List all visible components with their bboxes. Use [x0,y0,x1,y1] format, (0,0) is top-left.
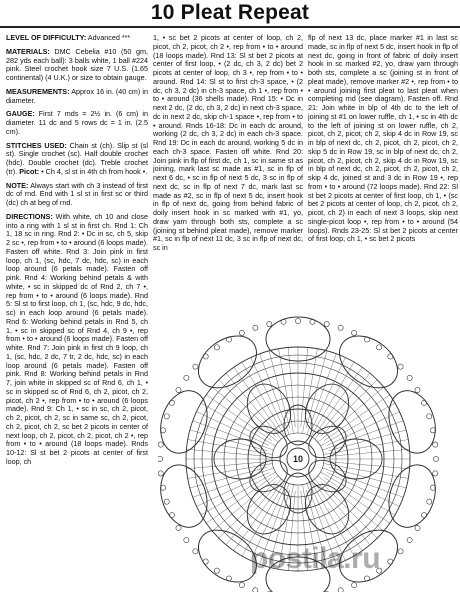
level-value: Advanced *** [86,34,131,42]
stitch-line [288,347,295,427]
stitch-line [188,440,273,455]
picot-label: Picot: [19,166,40,176]
title-bar [0,0,460,28]
picot-loop [253,325,258,330]
stitch-line [321,482,378,539]
center-label: 10 [292,454,304,464]
column-1 [6,34,148,590]
picot-loop [407,375,412,380]
picot-loop [415,387,420,392]
picot-loop [226,576,231,581]
directions-paragraph [6,213,148,467]
watermark: postila.ru [250,542,381,575]
picot-loop [364,337,369,342]
picot-loop [176,525,181,530]
level-label: LEVEL OF DIFFICULTY: [6,34,87,42]
stitch-line [324,440,409,455]
picot-loop [239,330,244,335]
stitch-line [311,362,354,436]
picot-loop [176,387,181,392]
stitch-line [188,464,273,479]
stitch-line [242,362,285,436]
materials-label: MATERIALS: [6,46,50,56]
picot-loop [239,582,244,587]
stitches-text: Chain st (ch). Slip st (sl st). Single crochet (sc). Half double crochet (hdc). Double crochet (dc). Treble crochet (tr). [6,140,148,176]
stitch-line [219,482,276,539]
gauge-text: First 7 mds = 2½ in. (6 cm) in diameter. 11 dc and 5 rows dc = 1 in. (2.5 cm). [6,109,148,136]
picot-loop [193,549,198,554]
picot-loop [226,337,231,342]
picot-loop [253,588,258,592]
picot-loop [421,400,426,405]
picot-loop [184,375,189,380]
picot-loop [427,499,432,504]
picot-loop [310,319,315,324]
measurements-label: MEASUREMENTS: [6,86,70,96]
stitch-line [301,347,308,427]
measurements-paragraph [6,88,148,106]
directions-text: With white, ch 10 and close into a ring with 1 sl st in first ch. Rnd 1: Ch 1, 18 sc in ring. Rnd 2: • Dc in sc, ch 5, skip 2 sc •, rep from • to • around (6 loops made). Fasten off white. Rnd 3: Join pink in first loop, ch 1, (sc, hdc, 7 dc, hdc, sc) in each loop around (6 petals made). Fasten off pink. Rnd 4: Working behind petals & with white, • sc in skipped dc of Rnd 2, ch 7 •, rep from • to • around (6 loops made). Rnd 5: Sl st to first loop, ch 1, (sc, hdc, 9 dc, hdc, sc) in each loop around (6 petals made). Rnd 6: Working behind petals in Rnd 5, ch 1, • sc in skipped sc of Rnd 4, ch 9 •, rep from • to • around (6 loops made). Fasten off white. Rnd 7: Join pink in first ch 9 loop, ch 1, (sc, hdc, 2 dc, 7 tr, 2 dc, hdc, sc) in each loop around (6 petals made). Fasten off pink. Rnd 8: Working behind petals in Rnd 7, join white in skipped sc of Rnd 6, ch 1, • sc in skipped sc of Rnd 6, ch 2, picot, ch 2, picot, ch 2 •, rep from • to • around (6 loops made). Rnd 9: Ch 1, • sc in sc, ch 2, picot, ch 2, picot, ch 2, sc in same sc, ch 2, picot, ch 2, picot, ch 2, sc bet 2 picots in center of next loop, ch 2, picot, ch 2, picot, ch 2 •, rep from • to • around (18 loops made). Rnds 10-12: Sl st bet 2 picots at center of first loop, ch [6,211,148,466]
measurements-text: Approx 16 in. (40 cm) in diameter. [6,86,148,105]
column-3 [308,34,458,334]
picot-loop [338,588,343,592]
materials-text: DMC Cebelia #10 (50 gm, 282 yds each ball): 3 balls white, 1 ball #224 pink. Steel crochet hook size 7 U.S. (1.65 continental) (4 U.K.) or size to obtain gauge. [6,46,148,82]
picot-loop [427,414,432,419]
note-text: Always start with ch 3 instead of first dc of rnd. End with 1 sl st in first sc or third (dc) ch at beg of rnd. [6,180,148,207]
stitch-line [186,462,266,469]
picot-loop [214,345,219,350]
stitch-line [330,462,410,469]
picot-loop [352,582,357,587]
stitch-line [219,380,276,437]
picot-loop [158,471,163,476]
picot-loop [433,471,438,476]
picot-loop [158,456,163,461]
note-paragraph [6,182,148,208]
picot-loop [324,321,329,326]
picot-loop [281,319,286,324]
picot-loop [203,559,208,564]
picot-loop [415,525,420,530]
stitch-line [201,472,275,515]
materials-paragraph [6,48,148,83]
picot-loop [169,513,174,518]
stitch-line [330,449,410,456]
note-label: NOTE: [6,180,29,190]
directions-label: DIRECTIONS: [6,211,53,221]
picot-loop [433,456,438,461]
stitch-line [201,403,275,446]
page-title: 10 Pleat Repeat [150,1,310,24]
stitch-line [321,472,395,515]
picot-loop [421,513,426,518]
picot-loop [158,442,163,447]
picot-loop [433,442,438,447]
picot-loop [267,321,272,326]
picot-loop [338,325,343,330]
level-paragraph [6,34,148,43]
stitch-line [186,449,266,456]
stitches-paragraph [6,142,148,177]
gauge-label: GAUGE: [6,109,35,119]
picot-loop [388,354,393,359]
picot-loop [193,364,198,369]
picot-loop [295,318,300,323]
column-3-text: flp of next 13 dc, place marker #1 in last sc made, sc in flp of next 5 dc, insert hook in flp of next dc, going in front of fabric of doily insert hook in sc marked #2, yo, draw yarn through both sts, complete a sc (joining st in front of pleat made), remove marker #2 •, rep from • to • around joining first pleat to last pleat when completing rnd (see diagram). Fasten off. Rnd 21: Join white in blp of 4th dc to the left of joining st #1 on lower ruffle, ch 1, • sc in 4th dc to the left of joining st on lower ruffle, ch 2, picot, ch 2, picot, ch 2, skip 4 dc in Row 19, sc in blp of next dc, ch 2, picot, ch 2, picot, ch 2, skip 5 dc in Row 19, sc in blp of next dc, ch 2, picot, ch 2, picot, ch 2, skip 4 dc in Row 19, sc in blp of next dc, ch 2, picot, ch 2, picot, ch 2, skip 4 dc, joined st and 3 dc in Row 19 •, rep from • to • around (72 loops made). Rnd 22: Sl st bet 2 picots at center of first loop, ch 1, • (sc bet 2 picots at center of loop, ch 2, picot, ch 2, picot, ch 2) in each of next 3 loops, skip next single-picot loop •, rep from • to • around (54 loops). Rnds 23-25: Sl st bet 2 picots at center of first loop, ch 1, • sc bet 2 picots [308,34,458,244]
picot-loop [184,538,189,543]
picot-loop [203,354,208,359]
stitch-line [321,380,378,437]
stitches-label: STITCHES USED: [6,140,67,150]
stitch-line [324,464,409,479]
picot-loop [398,364,403,369]
picot-loop [352,330,357,335]
picot-loop [169,400,174,405]
picot-text: • Ch 4, sl st in 4th ch from hook •. [39,166,148,176]
picot-loop [164,414,169,419]
gauge-paragraph [6,110,148,136]
column-2 [153,34,303,289]
picot-loop [377,345,382,350]
picot-loop [214,568,219,573]
picot-loop [164,499,169,504]
stitch-line [321,403,395,446]
column-2-text: 1, • sc bet 2 picots at center of loop, ch 2, picot, ch 2, picot, ch 2 •, rep from • to • around (18 loops made). Rnd 13: Sl st bet 2 picots at center of first loop, • (2 dc, ch 3, 2 dc) bet 2 picots at center of loop, ch 3 •, rep from • to • around. Rnd 14: Sl st to first ch-3 space, • (2 dc, ch 3, 2 dc) in ch-3 space, ch 1 •, rep from • to • around (36 shells made). Rnd 15: • Dc in next 2 dc, (2 dc, ch 3, 2 dc) in next ch-3 space, dc in next 2 dc, skip ch-1 space •, rep from • to • around. Rnds 16-18: Dc in each dc around, working (2 dc, ch 3, 2 dc) in each ch-3 space. Rnd 19: Dc in each dc around, working 5 dc in each ch-3 space. Fasten off white. Rnd 20: Join pink in flp of first dc, ch 1, sc in same st as joining, mark last sc made as #1, sc in flp of next 6 dc, • sc in flp of next 5 dc, 3 sc in flp of next dc, sc in flp of next 7 dc, mark last sc made as #2, sc in flp of next 5 dc, insert hook in flp of next dc, going from behind fabric of doily insert hook in sc marked with #1, yo, draw yarn through both sts, complete a sc (joining st behind pleat made), remove marker #1, sc in flp of next 11 dc, 3 sc in flp of next dc, sc in [153,34,303,252]
